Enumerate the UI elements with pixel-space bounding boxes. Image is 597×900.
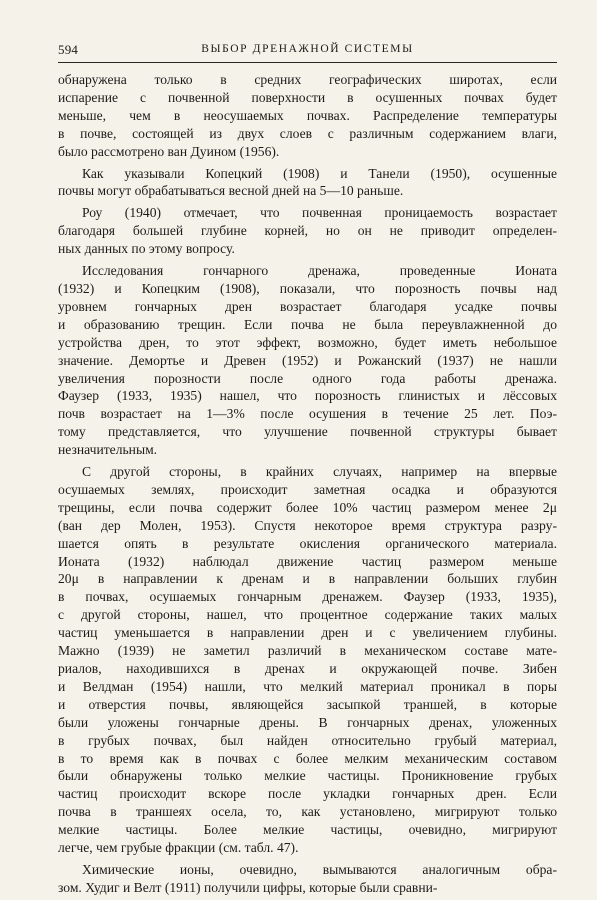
paragraph xyxy=(58,71,557,161)
paragraph xyxy=(58,262,557,459)
text-line: и отверстия почвы, являющейся засыпкой траншей, в которые xyxy=(58,696,557,712)
text-line: Роу (1940) отмечает, что почвенная проницаемость возрастает xyxy=(82,205,557,221)
body-text xyxy=(58,71,557,897)
text-line: частиц происходит вскоре после укладки гончарных дрен. Если xyxy=(58,786,557,802)
page-number: 594 xyxy=(58,42,79,57)
text-line: устройства дрен, то этот эффект, возможно, будет иметь небольшое xyxy=(58,334,557,350)
text-line: (ван дер Молен, 1953). Спустя некоторое время структура разру- xyxy=(58,517,557,533)
text-line: С другой стороны, в крайних случаях, например на впервые xyxy=(82,464,557,480)
text-line: Химические ионы, очевидно, вымываются аналогичным обра- xyxy=(82,861,557,877)
text-line: почв возрастает на 1—3% после осушения в течение 25 лет. Поэ- xyxy=(58,406,557,422)
text-line: и образованию трещин. Если почва не была переувлажненной до xyxy=(58,316,557,332)
paragraph xyxy=(58,165,557,201)
text-line: уровнем гончарных дрен возрастает благодаря усадке почвы xyxy=(58,298,557,314)
text-line: легче, чем грубые фракции (см. табл. 47). xyxy=(58,840,299,856)
text-line: значение. Демортье и Древен (1952) и Рожанский (1937) не нашли xyxy=(58,352,557,368)
text-line: меньше, чем в неосушаемых почвах. Распределение температуры xyxy=(58,107,557,123)
text-line: были обнаружены только мелкие частицы. Проникновение грубых xyxy=(58,768,557,784)
text-line: тому представляется, что улучшение почвенной структуры бывает xyxy=(58,424,557,440)
text-line: 20μ в направлении к дренам и в направлении больших глубин xyxy=(58,571,557,587)
text-line: трещины, если почва содержит более 10% частиц размером менее 2μ xyxy=(58,499,557,515)
text-line: Как указывали Копецкий (1908) и Танели (1950), осушенные xyxy=(82,165,557,181)
text-line: почвы могут обрабатываться весной дней на 5—10 раньше. xyxy=(58,183,404,199)
text-line: увеличения порозности после одного года работы дренажа. xyxy=(58,370,557,386)
text-line: осушаемых землях, происходит заметная осадка и образуются xyxy=(58,481,557,497)
text-line: (1932) и Копецким (1908), показали, что порозность почвы над xyxy=(58,280,557,296)
text-line: в почвах, осушаемых гончарным дренажем. Фаузер (1933, 1935), xyxy=(58,589,557,605)
text-line: ных данных по этому вопросу. xyxy=(58,241,235,257)
text-line: почва в траншеях осела, то, как установлено, мигрируют только xyxy=(58,804,557,820)
paragraph xyxy=(58,861,557,897)
text-line: в грубых почвах, был найден относительно грубый материал, xyxy=(58,732,557,748)
text-line: незначительным. xyxy=(58,442,158,458)
text-line: Ионата (1932) наблюдал движение частиц размером меньше xyxy=(58,553,557,569)
page-header xyxy=(58,38,557,63)
text-line: благодаря большей глубине корней, но он не приводит определен- xyxy=(58,223,557,239)
text-line: риалов, находившихся в дренах и окружающей почве. Зибен xyxy=(58,661,557,676)
running-title: ВЫБОР ДРЕНАЖНОЙ СИСТЕМЫ xyxy=(201,43,414,55)
text-line: испарение с почвенной поверхности в осушенных почвах будет xyxy=(58,89,557,105)
text-line: Фаузер (1933, 1935) нашел, что порозность глинистых и лёссовых xyxy=(58,388,557,404)
text-line: и Велдман (1954) нашли, что мелкий материал проникал в поры xyxy=(58,678,557,694)
text-line: частиц уменьшается в направлении дрен и с увеличением глубины. xyxy=(58,625,557,641)
text-line: Мажно (1939) не заметил различий в механическом составе мате- xyxy=(58,643,557,659)
text-line: обнаружена только в средних географических широтах, если xyxy=(58,72,557,87)
paragraph xyxy=(58,463,557,857)
text-line: в почве, состоящей из двух слоев с различным содержанием влаги, xyxy=(58,125,557,141)
text-line: в то время как в почвах с более мелким механическим составом xyxy=(58,750,557,766)
text-line: с другой стороны, нашел, что процентное содержание таких малых xyxy=(58,607,557,623)
text-line: мелкие частицы. Более мелкие частицы, очевидно, мигрируют xyxy=(58,822,557,838)
text-line: зом. Худиг и Велт (1911) получили цифры, которые были сравни- xyxy=(58,879,438,895)
paragraph xyxy=(58,204,557,258)
text-line: Исследования гончарного дренажа, проведенные Ионата xyxy=(82,263,557,279)
text-line: были уложены гончарные дрены. В гончарных дренах, уложенных xyxy=(58,714,557,730)
text-line: шается опять в результате окисления органического материала. xyxy=(58,535,557,551)
text-line: было рассмотрено ван Дуином (1956). xyxy=(58,143,280,159)
